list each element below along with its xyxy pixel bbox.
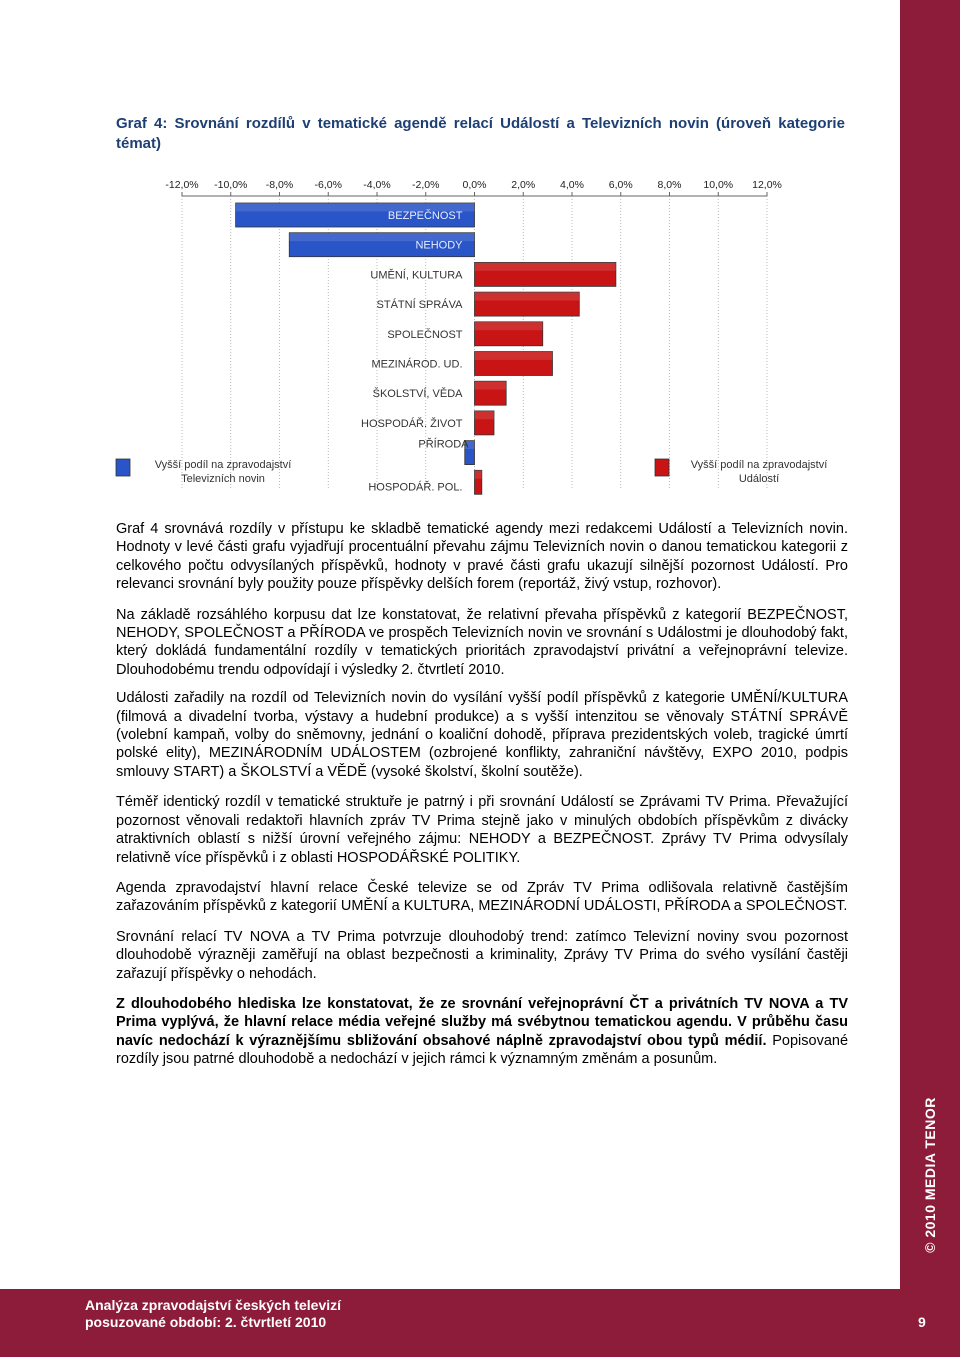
axis-tick-labels	[165, 179, 782, 191]
tick-label: 10,0%	[703, 179, 734, 191]
tick-label: 12,0%	[752, 179, 782, 191]
bar-highlight	[475, 411, 495, 419]
tick-label: 8,0%	[657, 179, 682, 191]
legend-swatch-red	[655, 459, 669, 476]
tick-label: -6,0%	[314, 179, 342, 191]
tick-label: 4,0%	[560, 179, 584, 191]
paragraph-3: Události zařadily na rozdíl od Televizních novin do vysílání vyšší podíl příspěvků z kategorie UMĚNÍ/KULTURA (filmová a divadelní tvorba, výstavy a hudební produkce) a s vyšší intenzitou se věnovaly STÁTNÍ SPRÁVĚ (volební kampaň, volby do sněmovny, jednání o koaliční dohodě, příprava prezidentských voleb, tragické úmrtí polské elity), MEZINÁRODNÍM UDÁLOSTEM (ozbrojené konflikty, zahraniční návštěvy, EXPO 2010, podpis smlouvy START) a ŠKOLSTVÍ a VĚDĚ (vysoké školství, školní soutěže).	[116, 690, 848, 780]
category-label: HOSPODÁŘ. POL.	[368, 481, 463, 494]
comparison-chart	[0, 170, 900, 500]
paragraph-4: Téměř identický rozdíl v tematické struktuře je patrný i při srovnání Událostí se Zprávami TV Prima. Převažující pozornost věnovali redaktoři hlavních zpráv TV Prima stejně jako v minulých obdobích příspěvkům z divácky atraktivních oblastí s nižší úrovní veřejného zájmu: NEHODY a BEZPEČNOST. Zprávy TV Prima odvysílaly relativně více příspěvků i z oblasti HOSPODÁŘSKÉ POLITIKY.	[116, 794, 848, 866]
category-label: HOSPODÁŘ. ŽIVOT	[361, 417, 463, 430]
footer-title: Analýza zpravodajství českých televizí	[85, 1297, 342, 1313]
bar-highlight	[475, 292, 580, 300]
chart-heading: Graf 4: Srovnání rozdílů v tematické agendě relací Událostí a Televizních novin (úroveň kategorie témat)	[116, 115, 845, 152]
tick-label: 2,0%	[511, 179, 536, 191]
bar-highlight	[475, 381, 507, 389]
category-label: NEHODY	[415, 239, 463, 252]
legend-left-line2: Televizních novin	[181, 473, 265, 485]
paragraph-6: Srovnání relací TV NOVA a TV Prima potvrzuje dlouhodobý trend: zatímco Televizní noviny svou pozornost dlouhodobě výrazněji zaměřují na oblast bezpečnosti a kriminality, Zprávy TV Prima do svého vysílání častěji zařazují příspěvky o nehodách.	[116, 928, 848, 982]
paragraph-1: Graf 4 srovnává rozdíly v přístupu ke skladbě tematické agendy mezi redakcemi Událostí a Televizních novin. Hodnoty v levé části grafu vyjadřují procentuální převahu zájmu Televizních novin o danou tematickou kategorii z celkového počtu odvysílaných příspěvků, hodnoty v pravé části grafu ukazují silnější pozornost Událostí. Pro relevanci srovnání byly použity pouze příspěvky delších forem (reportáž, živý vstup, rozhovor).	[116, 521, 848, 593]
conclusion-bold: Z dlouhodobého hlediska lze konstatovat, že ze srovnání veřejnoprávní ČT a privátních TV NOVA a TV Prima vyplývá, že hlavní relace média veřejné služby má svébytnou tematickou agendu. V průběhu času navíc nedochází k výraznějšímu sbližování obsahové náplně zpravodajství obou typů médií.	[116, 995, 848, 1049]
paragraph-5: Agenda zpravodajství hlavní relace České televize se od Zpráv TV Prima odlišovala relativně častějším zařazováním příspěvků z kategorií UMĚNÍ a KULTURA, MEZINÁRODNÍ UDÁLOSTI, PŘÍRODA a SPOLEČNOST.	[116, 879, 848, 915]
tick-label: -8,0%	[265, 179, 294, 191]
conclusion-rest: Popisované rozdíly jsou patrné dlouhodobě a nedochází v jejich rámci k významným změnám a posunům.	[116, 1032, 849, 1068]
category-label: SPOLEČNOST	[387, 328, 463, 341]
paragraph-7	[116, 995, 848, 1069]
category-label: UMĚNÍ, KULTURA	[370, 269, 463, 282]
category-label: BEZPEČNOST	[387, 210, 463, 222]
page-number: 9	[918, 1314, 926, 1330]
copyright-vertical: © 2010 MEDIA TENOR	[922, 1097, 938, 1253]
tick-label: 6,0%	[608, 179, 633, 191]
bar-highlight	[475, 352, 553, 360]
paragraph-2: Na základě rozsáhlého korpusu dat lze konstatovat, že relativní převaha příspěvků z kategorií BEZPEČNOST, NEHODY, SPOLEČNOST a PŘÍRODA ve prospěch Televizních novin ve srovnání s Událostmi je dlouhodobý fakt, který dokládá fundamentální rozdíly v tematických prioritách zpravodajství privátní a veřejnoprávní televize. Dlouhodobému trendu odpovídají i výsledky 2. čtvrtletí 2010.	[116, 606, 848, 678]
bar-highlight	[475, 322, 543, 330]
footer-period: posuzované období: 2. čtvrtletí 2010	[85, 1314, 327, 1330]
category-label: MEZINÁROD. UD.	[371, 358, 463, 371]
bar-highlight	[475, 262, 616, 270]
tick-label: 0,0%	[462, 179, 487, 191]
tick-label: -12,0%	[165, 179, 199, 191]
legend-left-line1: Vyšší podíl na zpravodajství	[154, 459, 292, 471]
tick-label: -10,0%	[214, 179, 248, 191]
category-label: STÁTNÍ SPRÁVA	[376, 299, 463, 312]
category-label: PŘÍRODA	[418, 438, 469, 451]
category-label: ŠKOLSTVÍ, VĚDA	[372, 388, 463, 401]
legend-right-line2: Událostí	[738, 473, 780, 485]
body-text	[116, 520, 848, 1081]
legend-right-line1: Vyšší podíl na zpravodajství	[690, 459, 828, 471]
tick-label: -4,0%	[363, 179, 391, 191]
tick-label: -2,0%	[412, 179, 440, 191]
legend-swatch-blue	[116, 459, 130, 476]
bar-highlight	[475, 470, 482, 478]
